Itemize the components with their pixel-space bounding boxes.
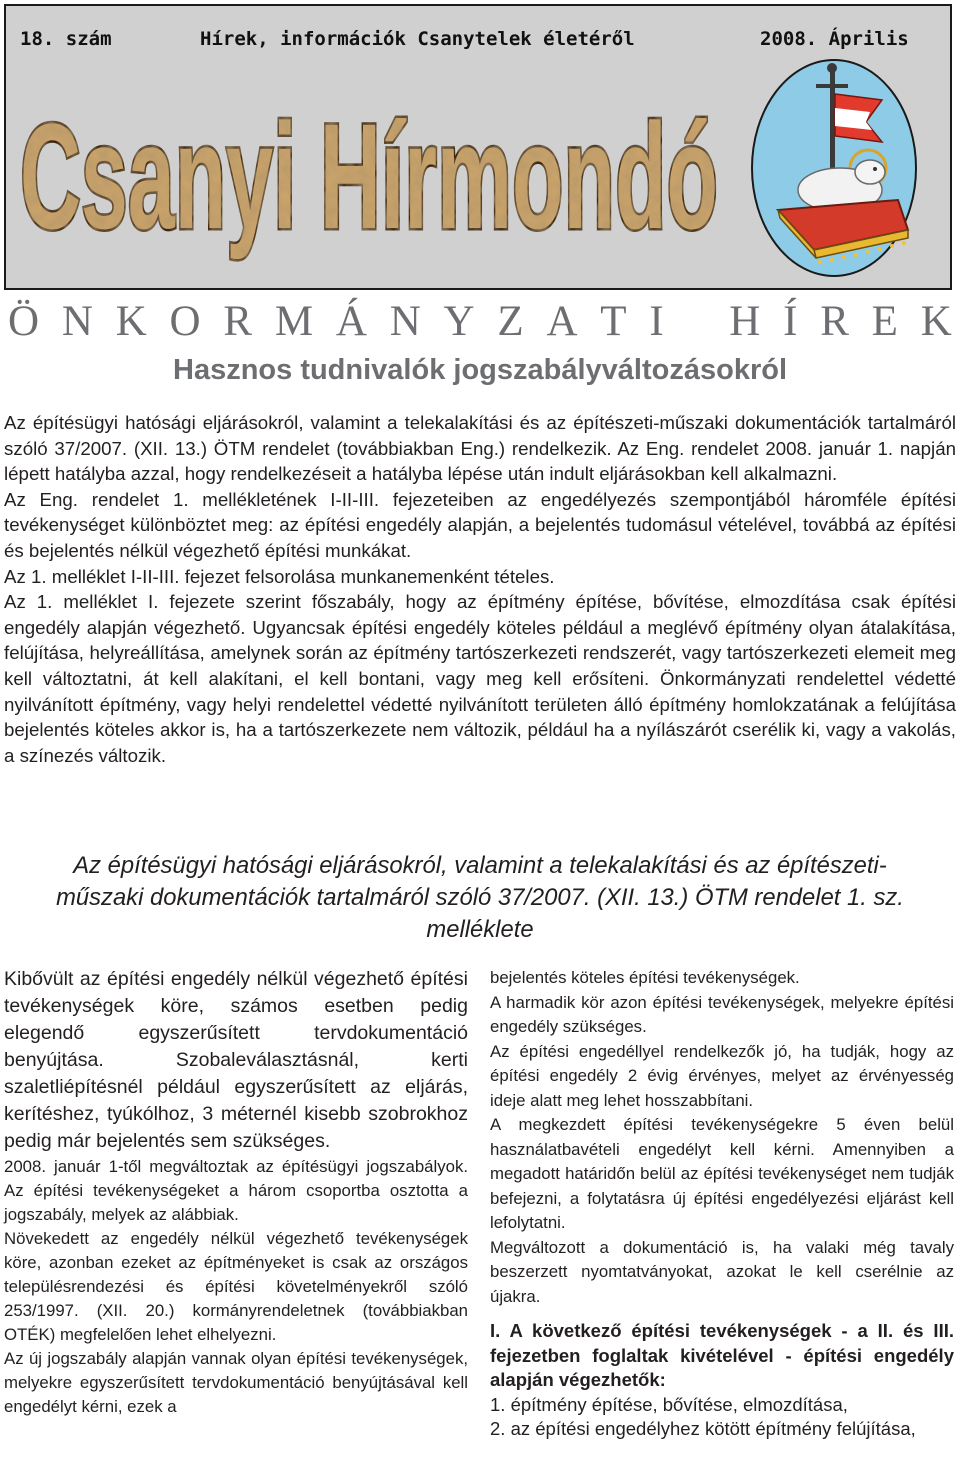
heading-letter: Y: [443, 297, 475, 345]
coat-of-arms: [748, 50, 920, 280]
intro-paragraph: Az Eng. rendelet 1. mellékletének I-II-III. fejezeteiben az engedélyezés szempontjából háromféle építési tevékenységet különböztet meg: az építési engedély alapján, a bejelentés tudomásul vételével, továbbá az építési és bejelentés nélkül végezhető építési munkákat.: [4, 488, 956, 561]
heading-letter: K: [920, 297, 952, 345]
left-paragraph: Kibővült az építési engedély nélkül végezhető építési tevékenységek köre, számos esetben pedig elegendő egyszerűsített tervdokumentáció benyújtása. Szobaleválasztásnál, kerti szaletliépítésnél például egyszerűsített az eljárás, kerítéshez, tyúkólhoz, 3 méternél kisebb szobrokhoz pedig már bejelentés sem szükséges.: [4, 968, 468, 1152]
heading-letter: Ö: [8, 297, 40, 345]
heading-letter: Z: [497, 297, 524, 345]
intro-paragraph: Az 1. melléklet I-II-III. fejezet felsorolása munkanemenként tételes.: [4, 565, 555, 587]
list-item: 2. az építési engedélyhez kötött építmény felújítása,: [490, 1418, 916, 1439]
right-paragraph: A megkezdett építési tevékenységekre 5 éven belül használatbavételi engedélyt kell kérni. Amennyiben a megadott határidőn belül az építési tevékenységet nem tudják befejezni, a folytatásra új építési engedélyezési eljárást kell lefolytatni.: [490, 1115, 954, 1232]
masthead: [4, 4, 952, 290]
annex-title: [8, 850, 952, 946]
intro-paragraph: Az 1. melléklet I. fejezete szerint főszabály, hogy az építmény építése, bővítése, elmozdítása csak építési engedély alapján végezhető. Ugyancsak építési engedély köteles például a meglévő építmény olyan átalakítása, felújítása, helyreállítása, amelynek során az építmény tartószerkezeti rendszerét, vagy tartószerkezeti elemeit meg kell változtatni, át kell alakítani, el kell bontani, vagy meg kell erősíteni. Önkormányzati rendelettel védetté nyilvánított építmény, vagy helyi rendelettel védetté nyilvánított területen álló építmény homlokzatának a felújítása bejelentés köteles akkor is, ha a tartószerkezete nem változik, például ha a nyílászárót cserélik ki, vagy a vakolás, a színezés változik.: [4, 591, 956, 766]
intro-article: [4, 410, 956, 768]
heading-letter: O: [169, 297, 201, 345]
intro-paragraph: Az építésügyi hatósági eljárásokról, valamint a telekalakítási és az építészeti-műszaki dokumentációk tartalmáról szóló 37/2007. (XII. 13.) ÖTM rendelet (továbbiakban Eng.) rendelkezik. Az Eng. rendelet 2008. január 1. napján lépett hatályba azzal, hogy rendelkezéseit a hatályba lépése után indult eljárásokban kell alkalmazni.: [4, 412, 956, 485]
left-column: [4, 966, 468, 1419]
brand-title: Csanyi Hírmondó: [20, 92, 718, 260]
heading-letter: M: [274, 297, 314, 345]
left-paragraph: 2008. január 1-től megváltoztak az építésügyi jogszabályok. Az építési tevékenységeket a három csoportba osztotta a jogszabály, melyek az alábbiak.: [4, 1157, 468, 1224]
issue-date: 2008. Április: [760, 28, 909, 50]
heading-letter: T: [600, 297, 627, 345]
heading-letter: Á: [335, 297, 367, 345]
right-heading: I. A következő építési tevékenységek - a II. és III. fejezetben foglaltak kivételével - építési engedély alapján végezhetők:: [490, 1320, 954, 1390]
annex-title-line: melléklete: [426, 916, 534, 943]
tagline: Hírek, információk Csanytelek életéről: [200, 28, 635, 50]
right-paragraph: Megváltozott a dokumentáció is, ha valaki még tavaly beszerzett nyomtatványokat, azokat le kell cserélnie az újakra.: [490, 1237, 954, 1306]
issue-number: 18. szám: [20, 28, 112, 50]
subtitle: Hasznos tudnivalók jogszabályváltozásokról: [173, 354, 787, 386]
list-item: 1. építmény építése, bővítése, elmozdítása,: [490, 1393, 848, 1415]
right-paragraph: bejelentés köteles építési tevékenységek.: [490, 968, 800, 987]
heading-letter: N: [389, 297, 421, 345]
right-paragraph: A harmadik kör azon építési tevékenységek, melyekre építési engedély szükséges.: [490, 992, 954, 1036]
brand-logo: [14, 82, 724, 292]
heading-letter: Í: [783, 297, 798, 345]
heading-letter: K: [115, 297, 147, 345]
right-paragraph: Az építési engedéllyel rendelkezők jó, ha tudják, hogy az építési engedély 2 évig érvényes, melyet az érvényesség ideje alatt meg lehet hosszabbítani.: [490, 1041, 954, 1110]
heading-letter: R: [820, 297, 849, 345]
left-paragraph: Az új jogszabály alapján vannak olyan építési tevékenységek, melyekre egyszerűsített tervdokumentáció benyújtásával kell engedélyt kérni, ezek a: [4, 1349, 468, 1416]
heading-letter: A: [546, 297, 578, 345]
annex-title-line: Az építésügyi hatósági eljárásokról, valamint a telekalakítási és az építészeti-: [73, 852, 887, 879]
heading-letter: N: [61, 297, 93, 345]
heading-letter: E: [871, 297, 898, 345]
right-column: [490, 966, 954, 1442]
annex-title-line: műszaki dokumentációk tartalmáról szóló 37/2007. (XII. 13.) ÖTM rendelet 1. sz.: [56, 884, 904, 911]
left-paragraph: Növekedett az engedély nélkül végezhető tevékenységek köre, azonban ezeket az építményeket is csak az országos településrendezési és építési követelményekről szóló 253/1997. (XII. 20.) kormányrendeletnek (továbbiakban OTÉK) megfelelően lehet elhelyezni.: [4, 1229, 468, 1344]
section-heading: [8, 294, 952, 348]
heading-letter: I: [649, 297, 664, 345]
heading-letter: R: [223, 297, 253, 345]
heading-letter: H: [729, 297, 761, 345]
